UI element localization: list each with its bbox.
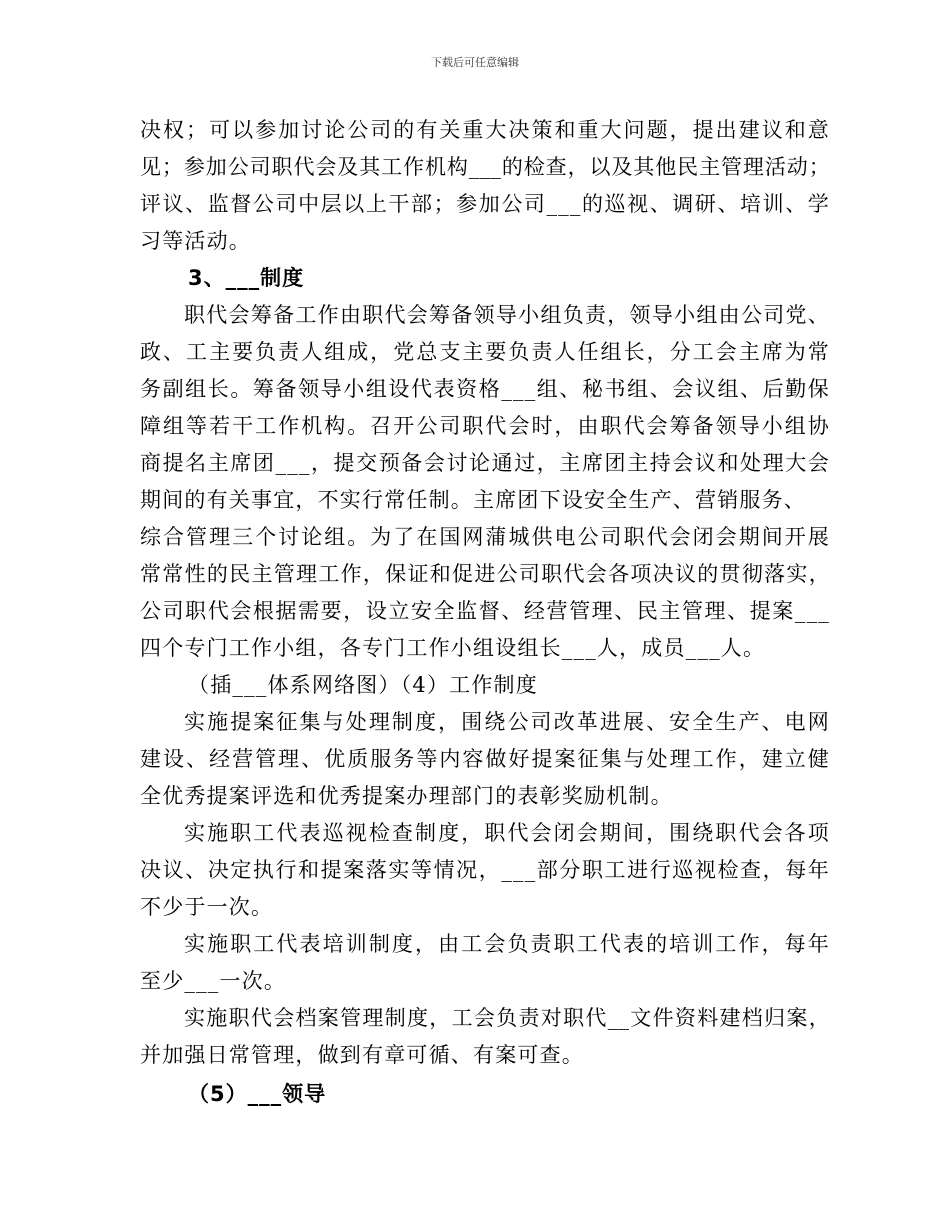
page-header: 下载后可任意编辑: [431, 56, 519, 69]
paragraph-6: [140, 1000, 830, 1074]
text-line: 实施职代会档案管理制度，工会负责对职代__文件资料建档归案，: [184, 1006, 830, 1030]
paragraph-3: [140, 704, 830, 815]
paragraph-4: [140, 815, 830, 926]
text-line: 综合管理三个讨论组。为了在国网蒲城供电公司职代会闭会期间开展: [140, 525, 830, 549]
document-body: [140, 112, 830, 1113]
text-line: 障组等若干工作机构。召开公司职代会时，由职代会筹备领导小组协: [140, 414, 830, 438]
paragraph-2: [140, 297, 830, 667]
text-line: 见；参加公司职代会及其工作机构___的检查，以及其他民主管理活动；: [140, 155, 830, 179]
text-line: 并加强日常管理，做到有章可循、有案可查。: [140, 1043, 584, 1067]
text-line: 建设、经营管理、优质服务等内容做好提案征集与处理工作，建立健: [140, 747, 830, 771]
text-line: 政、工主要负责人组成，党总支主要负责人任组长，分工会主席为常: [140, 340, 830, 364]
paragraph-5: [140, 926, 830, 1000]
text-line: 至少___一次。: [140, 969, 287, 993]
text-line: 职代会筹备工作由职代会筹备领导小组负责，领导小组由公司党、: [184, 303, 830, 327]
text-line: 四个专门工作小组，各专门工作小组设组长___人，成员___人。: [140, 636, 766, 660]
text-line: 全优秀提案评选和优秀提案办理部门的表彰奖励机制。: [140, 784, 673, 808]
text-line: 期间的有关事宜，不实行常任制。主席团下设安全生产、营销服务、: [140, 488, 806, 512]
text-line: 实施提案征集与处理制度，围绕公司改革进展、安全生产、电网: [184, 710, 830, 734]
text-line: 习等活动。: [140, 229, 251, 253]
text-line: 决权；可以参加讨论公司的有关重大决策和重大问题，提出建议和意: [140, 118, 830, 142]
text-line: 评议、监督公司中层以上干部；参加公司___的巡视、调研、培训、学: [140, 192, 830, 216]
text-line: 公司职代会根据需要，设立安全监督、经营管理、民主管理、提案___: [140, 599, 830, 623]
text-line: 实施职工代表培训制度，由工会负责职工代表的培训工作，每年: [184, 932, 830, 956]
text-line: 实施职工代表巡视检查制度，职代会闭会期间，围绕职代会各项: [184, 821, 830, 845]
text-line: 决议、决定执行和提案落实等情况，___部分职工进行巡视检查，每年: [140, 858, 830, 882]
network-diagram-note: （插___体系网络图）（4）工作制度: [188, 673, 538, 697]
section-heading-3: 3、___制度: [188, 266, 305, 290]
paragraph-1: [140, 112, 830, 260]
text-line: 商提名主席团___，提交预备会讨论通过，主席团主持会议和处理大会: [140, 451, 830, 475]
section-heading-5: （5）___领导: [188, 1082, 327, 1106]
text-line: 务副组长。筹备领导小组设代表资格___组、秘书组、会议组、后勤保: [140, 377, 830, 401]
text-line: 不少于一次。: [140, 895, 274, 919]
text-line: 常常性的民主管理工作，保证和促进公司职代会各项决议的贯彻落实，: [140, 562, 830, 586]
